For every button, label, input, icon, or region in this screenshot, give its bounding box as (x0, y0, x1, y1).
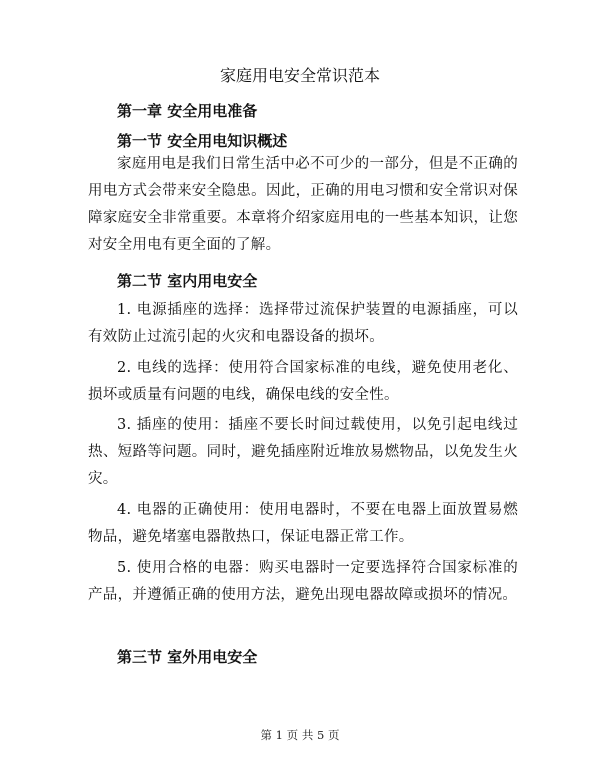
chapter-heading: 第一章 安全用电准备 (117, 102, 258, 120)
list-item-3: 3. 插座的使用：插座不要长时间过载使用，以免引起电线过热、短路等问题。同时，避免插座附近堆放易燃物品，以免发生火灾。 (88, 417, 518, 487)
list-item-4: 4. 电器的正确使用：使用电器时，不要在电器上面放置易燃物品，避免堵塞电器散热口，保证电器正常工作。 (88, 502, 518, 545)
section-heading-3: 第三节 室外用电安全 (117, 648, 258, 666)
section-heading-2: 第二节 室内用电安全 (117, 272, 258, 290)
page-number-footer: 第 1 页 共 5 页 (260, 728, 340, 742)
section1-paragraph: 家庭用电是我们日常生活中必不可少的一部分，但是不正确的用电方式会带来安全隐患。因此，正确的用电习惯和安全常识对保障家庭安全非常重要。本章将介绍家庭用电的一些基本知识，让您对安全用电有更全面的了解。 (88, 156, 518, 253)
list-item-5: 5. 使用合格的电器：购买电器时一定要选择符合国家标准的产品，并遵循正确的使用方法，避免出现电器故障或损坏的情况。 (88, 560, 518, 603)
list-item-1: 1. 电源插座的选择：选择带过流保护装置的电源插座，可以有效防止过流引起的火灾和电器设备的损坏。 (88, 302, 518, 345)
document-title: 家庭用电安全常识范本 (219, 66, 380, 85)
list-item-2: 2. 电线的选择：使用符合国家标准的电线，避免使用老化、损坏或质量有问题的电线，确保电线的安全性。 (88, 360, 518, 403)
section-heading-1: 第一节 安全用电知识概述 (117, 132, 288, 150)
